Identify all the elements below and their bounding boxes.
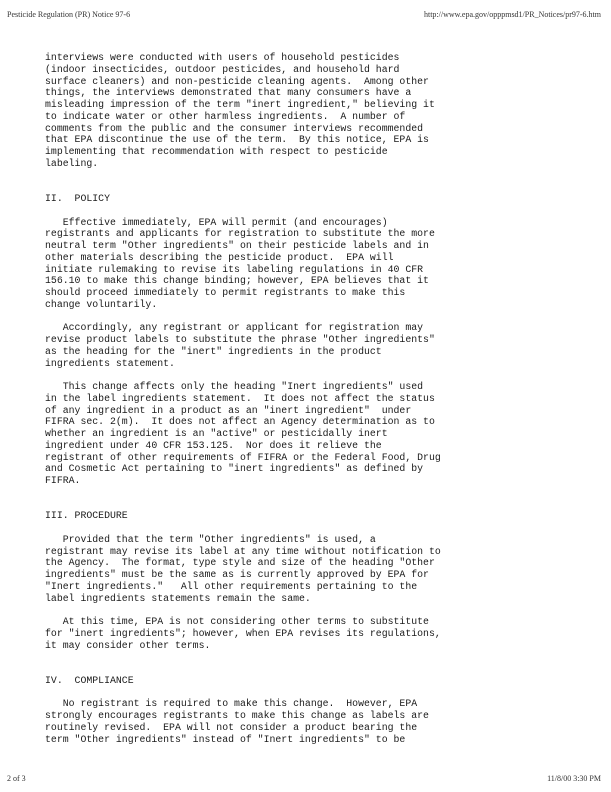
text-line: neutral term "Other ingredients" on their pesticide labels and in: [45, 240, 429, 251]
text-line: the Agency. The format, type style and size of the heading "Other: [45, 557, 435, 569]
policy-paragraph-2: [45, 322, 605, 369]
page-header-title: Pesticide Regulation (PR) Notice 97-6: [7, 10, 131, 19]
document-body: [45, 52, 605, 745]
text-line: Effective immediately, EPA will permit (and encourages): [45, 216, 388, 228]
text-line: 156.10 to make this change binding; however, EPA believes that it: [45, 275, 429, 287]
text-line: term "Other ingredients" instead of "Inert ingredients" to be: [45, 733, 406, 745]
text-line: FIFRA sec. 2(m). It does not affect an Agency determination as to: [45, 416, 435, 428]
text-line: registrant may revise its label at any time without notification to: [45, 545, 441, 557]
text-line: it may consider other terms.: [45, 639, 211, 651]
text-line: ingredients statement.: [45, 357, 175, 369]
text-line: and Cosmetic Act pertaining to "inert ingredients" as defined by: [45, 463, 424, 475]
text-line: things, the interviews demonstrated that many consumers have a: [45, 87, 412, 99]
text-line: "Inert ingredients." All other requirements pertaining to the: [45, 580, 418, 592]
section-heading-compliance: IV. COMPLIANCE: [45, 674, 134, 686]
text-line: FIFRA.: [45, 475, 81, 486]
text-line: as the heading for the "inert" ingredients in the product: [45, 345, 382, 357]
text-line: other materials describing the pesticide product. EPA will: [45, 251, 394, 263]
text-line: change voluntarily.: [45, 298, 158, 310]
text-line: to indicate water or other harmless ingredients. A number of: [45, 110, 406, 122]
section-heading-procedure: III. PROCEDURE: [45, 510, 128, 522]
policy-paragraph-1: [45, 217, 605, 311]
text-line: implementing that recommendation with respect to pesticide: [45, 146, 388, 157]
policy-paragraph-3: [45, 381, 605, 487]
text-line: routinely revised. EPA will not consider a product bearing the: [45, 721, 418, 733]
text-line: strongly encourages registrants to make this change as labels are: [45, 710, 429, 721]
page-header-url: http://www.epa.gov/opppmsd1/PR_Notices/pr97-6.htm: [423, 10, 601, 19]
text-line: misleading impression of the term "inert ingredient," believing it: [45, 99, 435, 110]
text-line: ingredients" must be the same as is currently approved by EPA for: [45, 569, 429, 580]
text-line: No registrant is required to make this change. However, EPA: [45, 698, 418, 710]
procedure-paragraph-2: [45, 616, 605, 651]
procedure-paragraph-1: [45, 534, 605, 605]
text-line: ingredient under 40 CFR 153.125. Nor does it relieve the: [45, 439, 382, 451]
text-line: label ingredients statements remain the same.: [45, 592, 311, 604]
text-line: of any ingredient in a product as an "inert ingredient" under: [45, 404, 412, 416]
text-line: revise product labels to substitute the phrase "Other ingredients": [45, 334, 435, 345]
intro-paragraph: [45, 52, 605, 170]
text-line: surface cleaners) and non-pesticide cleaning agents. Among other: [45, 75, 429, 87]
text-line: comments from the public and the consumer interviews recommended: [45, 122, 424, 134]
text-line: in the label ingredients statement. It does not affect the status: [45, 392, 435, 404]
section-heading-policy: II. POLICY: [45, 193, 110, 204]
text-line: for "inert ingredients"; however, when EPA revises its regulations,: [45, 627, 441, 639]
text-line: (indoor insecticides, outdoor pesticides, and household hard: [45, 63, 400, 75]
text-line: interviews were conducted with users of household pesticides: [45, 52, 400, 63]
page-footer-timestamp: 11/8/00 3:30 PM: [547, 774, 601, 783]
text-line: At this time, EPA is not considering other terms to substitute: [45, 616, 429, 627]
text-line: Provided that the term "Other ingredients" is used, a: [45, 533, 376, 545]
text-line: Accordingly, any registrant or applicant for registration may: [45, 322, 424, 334]
text-line: that EPA discontinue the use of the term. By this notice, EPA is: [45, 134, 429, 146]
text-line: should proceed immediately to permit registrants to make this: [45, 287, 406, 298]
text-line: initiate rulemaking to revise its labeling regulations in 40 CFR: [45, 263, 424, 275]
text-line: whether an ingredient is an "active" or pesticidally inert: [45, 428, 388, 439]
text-line: This change affects only the heading "Inert ingredients" used: [45, 381, 424, 392]
compliance-paragraph-1: [45, 698, 605, 745]
text-line: registrant of other requirements of FIFRA or the Federal Food, Drug: [45, 451, 441, 463]
text-line: labeling.: [45, 157, 99, 169]
page-footer-page-count: 2 of 3: [7, 774, 26, 783]
text-line: registrants and applicants for registration to substitute the more: [45, 228, 435, 240]
